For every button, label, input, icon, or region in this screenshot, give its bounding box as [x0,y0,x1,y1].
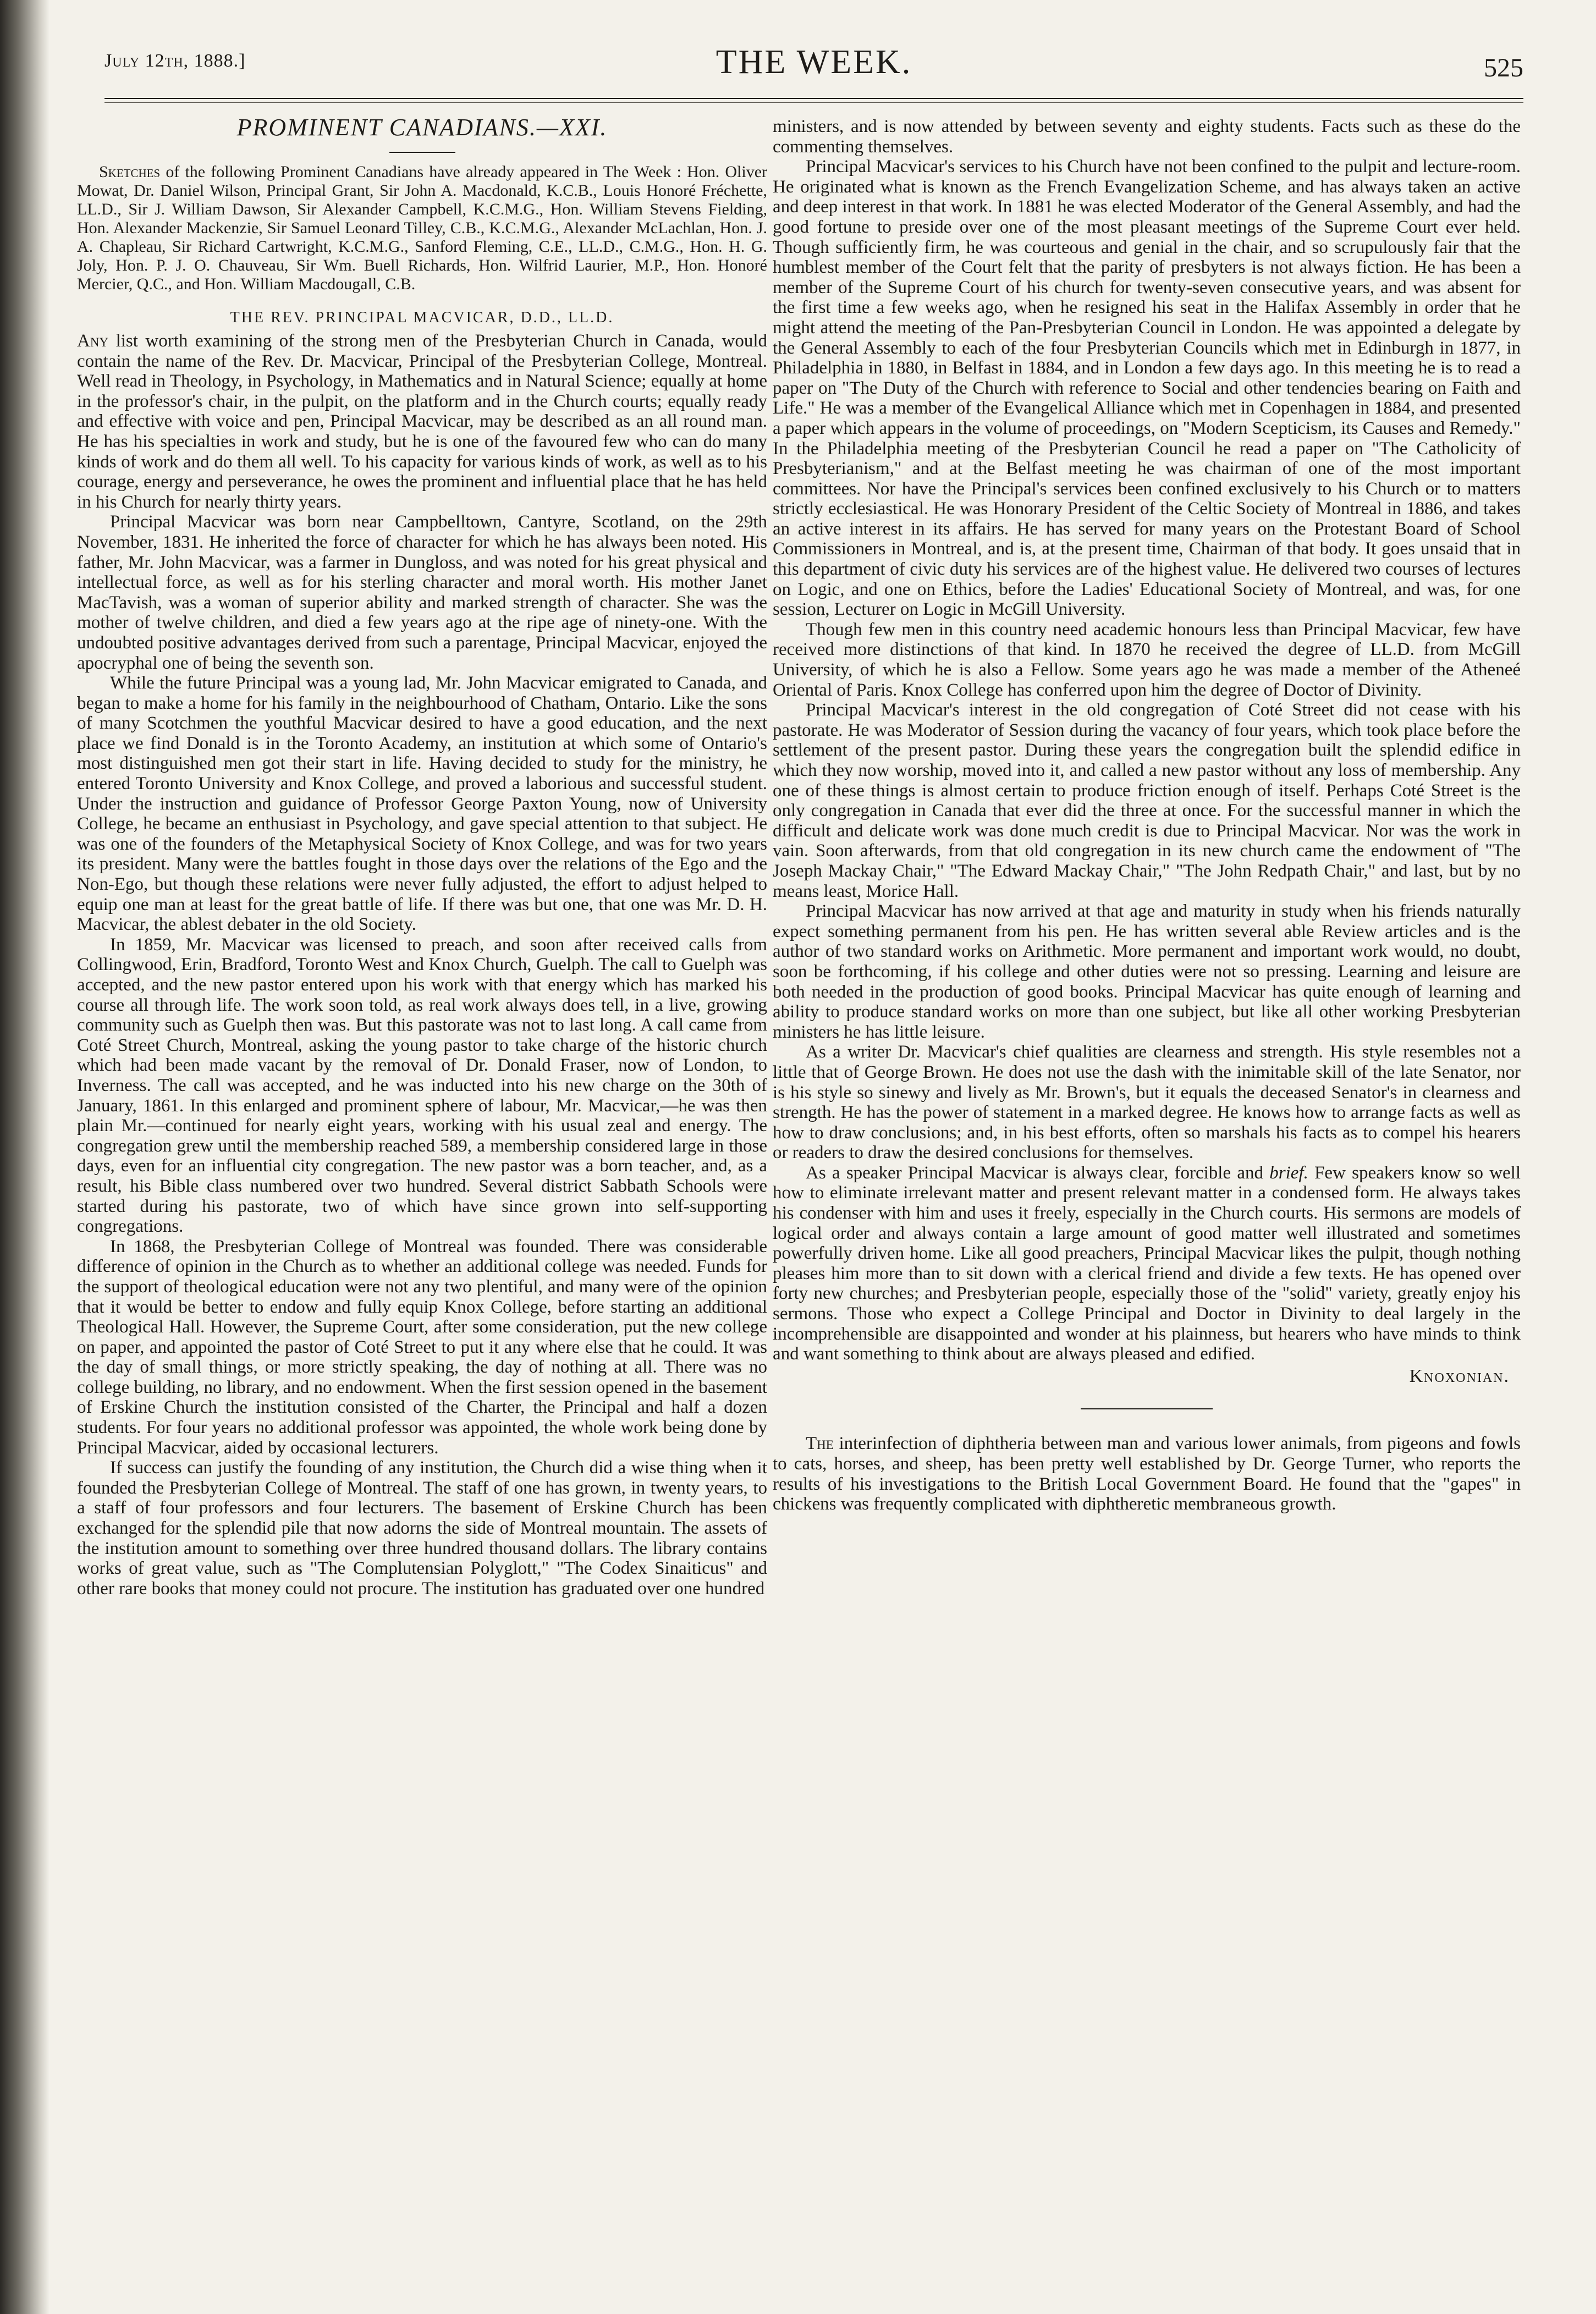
paragraph-text: list worth examining of the strong men of the Presbyterian Church in Canada, would contain the name of the Rev. Dr. Macvicar, Principal of the Presbyterian College, Montreal. Well read in Theology, in Psychology, in Mathematics and in Natural Science; equally at home in the professor's chair, in the pulpit, on the platform and in the Church courts; equally ready and effective with voice and pen, Principal Macvicar, may be described as an all round man. He has his specialties in work and study, but he is one of the favoured few who can do many kinds of work and do them all well. To his capacity for various kinds of work, as well as to his courage, energy and perseverance, he owes the prominent and influential place that he has held in his Church for nearly thirty years. [77,331,768,512]
article-paragraph: While the future Principal was a young lad, Mr. John Macvicar emigrated to Canada, and began to make a home for his family in the neighbourhood of Chatham, Ontario. Like the sons of many Scotchmen the youthful Macvicar desired to have a good education, and the next place we find Donald is in the Toronto Academy, an institution at which some of Ontario's most distinguished men got their start in life. Having decided to study for the ministry, he entered Toronto University and Knox College, and proved a laborious and successful student. Under the instruction and guidance of Professor George Paxton Young, now of University College, he became an enthusiast in Psychology, and gave special attention to that subject. He was one of the founders of the Metaphysical Society of Knox College, and was for two years its president. Many were the battles fought in those days over the relations of the Ego and the Non-Ego, but though these relations were never fully adjusted, the effort to adjust helped to equip one man at least for the great battle of life. If there was but one, that one was Mr. D. H. Macvicar, the ablest debater in the old Society. [77,673,767,935]
sketches-text: of the following Prominent Canadians have already appeared in The Week : Hon. Oliver Mowat, Dr. Daniel Wilson, Principal Grant, Sir John A. Macdonald, K.C.B., Louis Honoré Fréchette, LL.D., Sir J. William Dawson, Sir Alexander Campbell, K.C.M.G., Hon. William Stevens Fielding, Hon. Alexander Mackenzie, Sir Samuel Leonard Tilley, C.B., K.C.M.G., Alexander McLachlan, Hon. J. A. Chapleau, Sir Richard Cartwright, K.C.M.G., Sanford Fleming, C.E., LL.D., C.M.G., Hon. H. G. Joly, Hon. P. J. O. Chauveau, Sir Wm. Buell Richards, Hon. Wilfrid Laurier, M.P., Hon. Honoré Mercier, Q.C., and Hon. William Macdougall, C.B. [77,163,768,293]
author-signature: Knoxonian. [1409,1365,1510,1386]
title-rule [389,152,455,153]
binding-shadow [0,0,49,2314]
left-column [77,110,767,1599]
article-paragraph: If success can justify the founding of any institution, the Church did a wise thing when it founded the Presbyterian College of Montreal. The staff of one has grown, in twenty years, to a staff of four professors and four lecturers. The basement of Erskine Church has been exchanged for the splendid pile that now adorns the side of Montreal mountain. The assets of the institution amount to something over three hundred thousand dollars. The library contains works of great value, such as "The Complutensian Polyglott," "The Codex Sinaiticus" and other rare books that money could not procure. The institution has graduated over one hundred [77,1458,767,1599]
section-title: PROMINENT CANADIANS.—XXI. [236,114,608,141]
article-paragraph: In 1868, the Presbyterian College of Montreal was founded. There was considerable difference of opinion in the Church as to whether an additional college was needed. Funds for the support of theological education were not any two plentiful, and many were of the opinion that it would be better to endow and fully equip Knox College, before starting an additional Theological Hall. However, the Supreme Court, after some consideration, put the new college on paper, and appointed the pastor of Coté Street to put it any where else that he could. It was the day of small things, or more strictly speaking, the day of nothing at all. There was no college building, no library, and no endowment. When the first session opened in the basement of Erskine Church the institution consisted of the Charter, the Principal and half a dozen students. For four years no additional professor was appointed, the whole work being done by Principal Macvicar, aided by occasional lecturers. [77,1236,767,1458]
paragraph-text: As a speaker Principal Macvicar is always clear, forcible and [806,1162,1263,1183]
article-paragraph: Principal Macvicar has now arrived at that age and maturity in study when his friends naturally expect something permanent from his pen. He has written several able Review articles and is the author of two standard works on Arithmetic. More permanent and important work would, no doubt, soon be forthcoming, if his college and other duties were not so pressing. Learning and leisure are both needed in the production of good books. Principal Macvicar has quite enough of learning and ability to produce standard works on more than one subject, but like all other working Presbyterian ministers he has little leisure. [773,901,1521,1042]
masthead: THE WEEK. [716,43,912,81]
emphasis-text: brief. [1269,1162,1308,1183]
header-rule [104,98,1523,99]
page-number: 525 [1484,53,1523,82]
sketches-note [77,163,767,294]
article-title: THE REV. PRINCIPAL MACVICAR, D.D., LL.D. [230,309,614,326]
drop-lead: Any [77,331,109,351]
article-paragraph [77,331,767,512]
header-rule-secondary [104,102,1523,103]
note-text: interinfection of diphtheria between man and various lower animals, from pigeons and fowls to cats, horses, and sheep, has been pretty well established by Dr. George Turner, who reports the results of his investigations to the British Local Government Board. He found that the "gapes" in chickens was frequently complicated with diphtheretic membraneous growth. [773,1434,1521,1514]
paragraph-text: Few speakers know so well how to eliminate irrelevant matter and present relevant matter in a condensed form. He always takes his condenser with him and uses it freely, especially in the Church courts. His sermons are models of logical order and always contain a large amount of good matter well illustrated and sometimes powerfully driven home. Like all good preachers, Principal Macvicar likes the pulpit, though nothing pleases him more than to sit down with a clerical friend and divide a few texts. He has opened over forty new churches; and Presbyterian people, especially those of the "solid" variety, greatly enjoy his sermons. Those who expect a College Principal and Doctor in Divinity to deal largely in the incomprehensible are disappointed and wonder at his plainness, but hearers who have minds to think and want something to think about are always pleased and edified. [773,1162,1521,1364]
article-paragraph: Principal Macvicar was born near Campbelltown, Cantyre, Scotland, on the 29th November, 1831. He inherited the force of character for which he has always been noted. His father, Mr. John Macvicar, was a farmer in Dungloss, and was noted for his great physical and intellectual force, as well as for his sterling character and moral worth. His mother Janet MacTavish, was a woman of superior ability and marked strength of character. She was the mother of twelve children, and died a few years ago at the ripe age of ninety-one. With the undoubted positive advantages derived from such a parentage, Principal Macvicar, enjoyed the apocryphal one of being the seventh son. [77,512,767,673]
section-divider [1081,1408,1213,1409]
issue-date: July 12th, 1888.] [104,51,246,71]
article-paragraph: Though few men in this country need academic honours less than Principal Macvicar, few have received more distinctions of that kind. In 1870 he received the degree of LL.D. from McGill University, of which he is also a Fellow. Some years ago he was made a member of the Atheneé Oriental of Paris. Knox College has conferred upon him the degree of Doctor of Divinity. [773,619,1521,700]
right-column [773,117,1521,1514]
article-paragraph: ministers, and is now attended by between seventy and eighty students. Facts such as these do the commenting themselves. [773,117,1521,157]
news-note [773,1434,1521,1514]
article-paragraph [773,1163,1521,1364]
article-paragraph: In 1859, Mr. Macvicar was licensed to preach, and soon after received calls from Collingwood, Erin, Bradford, Toronto West and Knox Church, Guelph. The call to Guelph was accepted, and the new pastor entered upon his work with that energy which has marked his course all through life. The work soon told, as real work always does tell, in a live, growing community such as Guelph then was. But this pastorate was not to last long. A call came from Coté Street Church, Montreal, asking the young pastor to take charge of the historic church which had been made vacant by the removal of Dr. Donald Fraser, now of London, to Inverness. The call was accepted, and he was inducted into his new charge on the 30th of January, 1861. In this enlarged and prominent sphere of labour, Mr. Macvicar,—he was then plain Mr.—continued for nearly eight years, working with his usual zeal and energy. The congregation grew until the membership reached 589, a membership considered large in those days, even for an influential city congregation. The new pastor was a born teacher, and, as a result, his Bible class numbered over two hundred. Several district Sabbath Schools were started during his pastorate, two of which have since grown into self-supporting congregations. [77,934,767,1237]
article-paragraph: As a writer Dr. Macvicar's chief qualities are clearness and strength. His style resembles not a little that of George Brown. He does not use the dash with the inimitable skill of the late Senator, nor is his style so sinewy and lively as Mr. Brown's, but it equals the deceased Senator's in clearness and strength. He has the power of statement in a marked degree. He knows how to arrange facts as well as how to draw conclusions; and, in his best efforts, often so marshals his facts as to compel his hearers or readers to draw the desired conclusions for themselves. [773,1042,1521,1163]
sketches-lead: Sketches [99,163,161,181]
article-paragraph: Principal Macvicar's services to his Church have not been confined to the pulpit and lecture-room. He originated what is known as the French Evangelization Scheme, and has always taken an active and deep interest in that work. In 1881 he was elected Moderator of the General Assembly, and had the good fortune to preside over one of the most pleasant meetings of the Supreme Court ever held. Though sufficiently firm, he was courteous and genial in the chair, and so scrupulously fair that the humblest member of the Court felt that the parity of presbyters is not always fiction. He has been a member of the Supreme Court of his church for twenty-seven consecutive years, and was absent for the first time a few weeks ago, when he resigned his seat in the Halifax Assembly in order that he might attend the meeting of the Pan-Presbyterian Council in London. He was appointed a delegate by the General Assembly to each of the four Presbyterian Councils which met in Edinburgh in 1877, in Philadelphia in 1880, in Belfast in 1884, and in London a few days ago. In this meeting he is to read a paper on "The Duty of the Church with reference to Social and other tendencies bearing on Faith and Life." He was a member of the Evangelical Alliance which met in Copenhagen in 1884, and presented a paper which appears in the volume of proceedings, on "Modern Scepticism, its Causes and Remedy." In the Philadelphia meeting of the Presbyterian Council he read a paper on "The Catholicity of Presbyterianism," and at the Belfast meeting he was chairman of one of the most important committees. Nor have the Principal's services been confined exclusively to his Church or to matters strictly ecclesiastical. He was Honorary President of the Celtic Society of Montreal in 1886, and takes an active interest in its affairs. He has served for many years on the Protestant Board of School Commissioners in Montreal, and is, at the present time, Chairman of that body. It goes unsaid that in this department of civic duty his services are of the highest value. He delivered two courses of lectures on Logic, and one on Ethics, before the Ladies' Educational Society of Montreal, and was, for one session, Lecturer on Logic in McGill University. [773,157,1521,620]
article-paragraph: Principal Macvicar's interest in the old congregation of Coté Street did not cease with his pastorate. He was Moderator of Session during the vacancy of four years, which took place before the settlement of the present pastor. During these years the congregation built the splendid edifice in which they now worship, moved into it, and called a new pastor without any loss of membership. Any one of these things is almost certain to produce friction enough of itself. Perhaps Coté Street is the only congregation in Canada that ever did the three at once. For the successful manner in which the difficult and delicate work was done much credit is due to Principal Macvicar. Nor was the work in vain. Soon afterwards, from that old congregation in its new church came the endowment of "The Joseph Mackay Chair," "The Edward Mackay Chair," "The John Redpath Chair," and last, but by no means least, Morice Hall. [773,700,1521,901]
page-header [104,38,1523,99]
note-lead: The [806,1434,834,1454]
